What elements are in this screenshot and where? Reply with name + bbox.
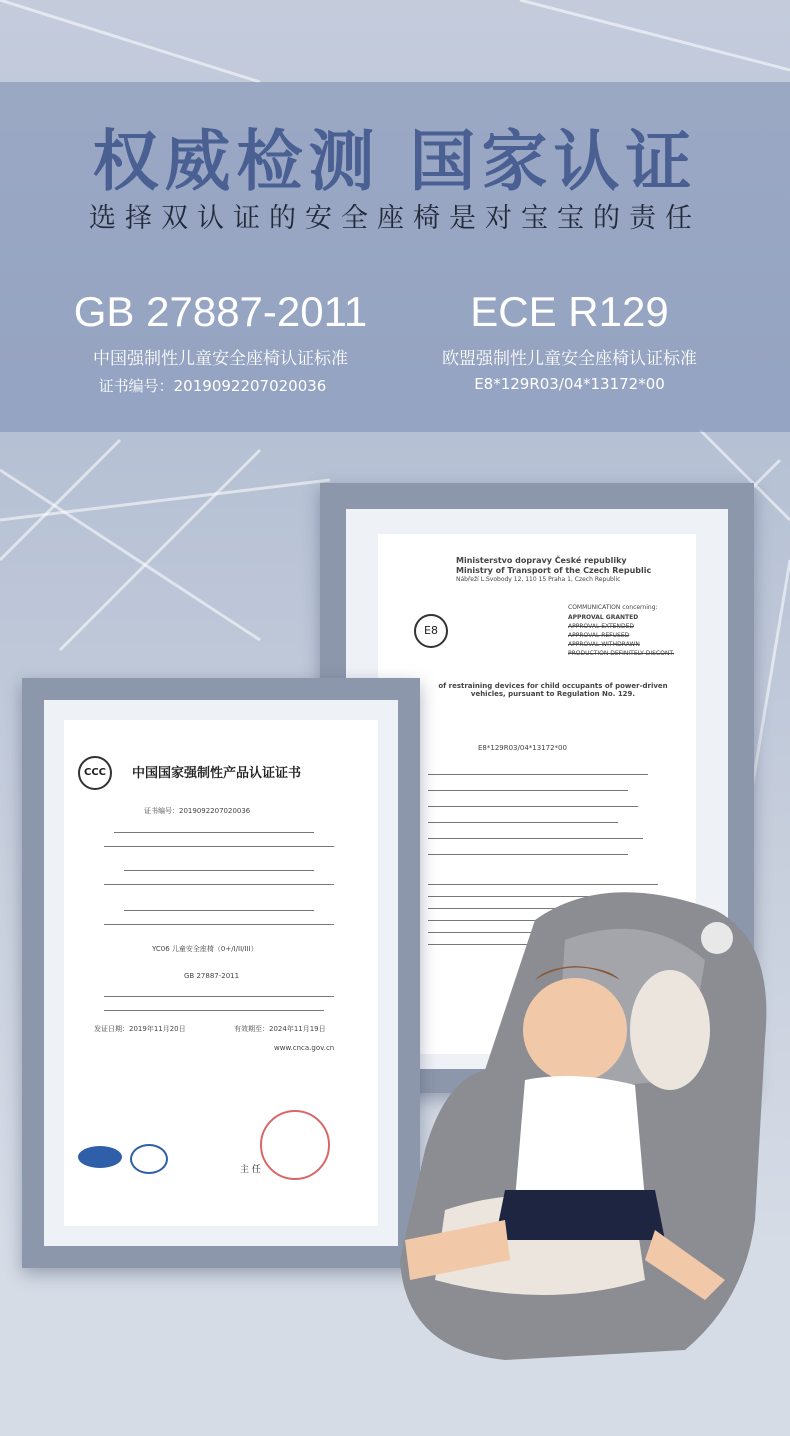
ece-approval-granted: APPROVAL GRANTED xyxy=(568,614,639,621)
standard-code-gb: 证书编号：2019092207020036 xyxy=(98,377,327,395)
ccc-text-line xyxy=(104,996,334,997)
ece-approval-refused: APPROVAL REFUSED xyxy=(568,632,630,639)
ece-address: Nábřeží L.Svobody 12, 110 15 Praha 1, Czech Republic xyxy=(456,576,621,583)
child-car-seat-photo xyxy=(385,880,790,1385)
seat-insert xyxy=(630,970,710,1090)
ccc-certificate-mat xyxy=(44,700,398,1246)
ece-ministry-cz: Ministerstvo dopravy České republiky xyxy=(456,556,627,565)
ece-regulation-text: of restraining devices for child occupants of power-driven vehicles, pursuant to Regulation No. 129. xyxy=(438,682,668,698)
ccc-text-line xyxy=(104,924,334,925)
ece-communication: COMMUNICATION concerning: xyxy=(568,604,658,611)
baby-shorts xyxy=(495,1190,665,1240)
ece-text-line xyxy=(428,774,648,775)
ccc-certificate xyxy=(64,720,378,1226)
ccc-text-line xyxy=(104,1010,324,1011)
ccc-text-line xyxy=(104,846,334,847)
ece-text-line xyxy=(428,854,628,855)
standard-description-gb: 中国强制性儿童安全座椅认证标准 xyxy=(93,349,348,369)
cap-logo-icon xyxy=(78,1146,122,1168)
standard-name-gb: GB 27887-2011 xyxy=(73,288,368,335)
ccc-text-line xyxy=(114,832,314,833)
baby-shirt xyxy=(515,1076,645,1200)
ece-text-line xyxy=(428,806,638,807)
ccc-model: YC06 儿童安全座椅（0+/I/II/III） xyxy=(152,945,258,953)
ccc-date-issued: 发证日期：2019年11月20日 xyxy=(94,1025,186,1033)
ccc-text-line xyxy=(104,884,334,885)
ccc-heading: 中国国家强制性产品认证证书 xyxy=(132,766,302,781)
ece-approval-number: E8*129R03/04*13172*00 xyxy=(478,744,567,752)
cnas-logo-icon xyxy=(130,1144,168,1174)
ccc-text-line xyxy=(124,870,314,871)
ece-text-line xyxy=(428,822,618,823)
ccc-certificate-frame xyxy=(22,678,420,1268)
standard-description-ece: 欧盟强制性儿童安全座椅认证标准 xyxy=(442,349,697,369)
e-mark-icon: E8 xyxy=(414,614,448,648)
ccc-text-line xyxy=(124,910,314,911)
ece-production-discont: PRODUCTION DEFINITELY DISCONT. xyxy=(568,650,675,657)
ccc-standard: GB 27887-2011 xyxy=(184,972,240,980)
ccc-date-valid: 有效期至：2024年11月19日 xyxy=(234,1025,326,1033)
ccc-website: www.cnca.gov.cn xyxy=(274,1044,335,1052)
bebelock-logo-icon xyxy=(701,922,733,954)
standard-code-ece: E8*129R03/04*13172*00 xyxy=(474,375,665,393)
baby-head xyxy=(523,978,627,1082)
ece-approval-extended: APPROVAL EXTENDED xyxy=(568,623,634,630)
ece-ministry-en: Ministry of Transport of the Czech Republic xyxy=(456,566,652,575)
ece-text-line xyxy=(428,838,643,839)
page-subtitle: 选择双认证的安全座椅是对宝宝的责任 xyxy=(89,203,701,234)
ccc-logo-icon: CCC xyxy=(78,756,112,790)
ccc-cert-number: 证书编号：2019092207020036 xyxy=(144,807,251,815)
ece-text-line xyxy=(428,790,628,791)
ece-approval-withdrawn: APPROVAL WITHDRAWN xyxy=(568,641,640,648)
seal-icon xyxy=(260,1110,330,1180)
standard-name-ece: ECE R129 xyxy=(470,288,669,335)
ccc-signer: 主 任 xyxy=(240,1165,261,1175)
page-title: 权威检测 国家认证 xyxy=(92,123,698,200)
